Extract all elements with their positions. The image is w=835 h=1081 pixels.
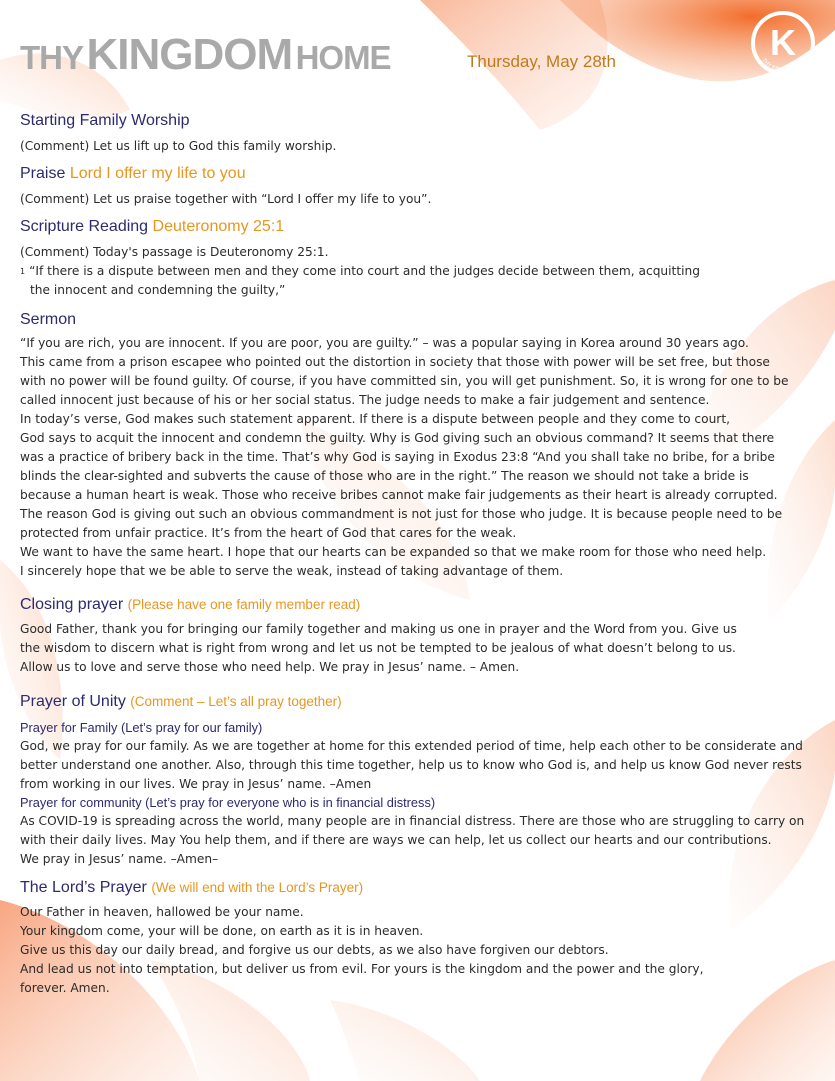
brand-home: HOME [295,39,391,76]
sermon-line: God says to acquit the innocent and condemn the guilty. Why is God giving such an obvious command? It seems that there [20,431,775,445]
unity-heading [20,692,828,712]
sermon-line: In today’s verse, God makes such statement apparent. If there is a dispute between people and they come to court, [20,412,730,426]
sermon-line: because a human heart is weak. Those who receive bribes cannot make fair judgements as their heart is already corrupted. [20,488,778,502]
community-prayer-title: Prayer for community (Let’s pray for everyone who is in financial distress) [20,795,436,810]
worship-date: Thursday, May 28th [467,52,616,71]
section-lords-prayer [20,878,828,998]
sermon-line: with no power will be found guilty. Of course, if you have committed sin, you will get punishment. So, it is wrong for one to be [20,374,789,388]
header [20,30,820,80]
unity-note: (Comment – Let’s all pray together) [130,694,342,709]
praise-heading [20,164,828,184]
praise-song: Lord I offer my life to you [69,165,246,182]
lords-prayer-line: forever. Amen. [20,981,110,995]
sermon-line: We want to have the same heart. I hope that our hearts can be expanded so that we make room for those who need help. [20,545,767,559]
brand-kingdom: KINGDOM [86,30,293,79]
lords-prayer-line: And lead us not into temptation, but deliver us from evil. For yours is the kingdom and the power and the glory, [20,962,704,976]
closing-line: Allow us to love and serve those who need help. We pray in Jesus’ name. – Amen. [20,660,520,674]
opening-comment: (Comment) Let us lift up to God this family worship. [20,139,337,153]
opening-title: Starting Family Worship [20,112,190,129]
scripture-comment: (Comment) Today's passage is Deuteronomy 25:1. [20,245,329,259]
lords-prayer-heading [20,878,828,898]
sermon-line: “If you are rich, you are innocent. If you are poor, you are guilty.” – was a popular saying in Korea around 30 years ago. [20,336,749,350]
family-prayer-line: better understand one another. Also, through this time together, help us to know who God is, and help us know God never rests [20,758,802,772]
community-prayer-line: with their daily lives. May You help them, and if there are ways we can help, let us collect our hearts and our contributions. [20,833,772,847]
closing-note: (Please have one family member read) [127,597,361,612]
section-closing-prayer [20,595,828,677]
sermon-line: was a practice of bribery back in the time. That’s why God is saying in Exodus 23:8 “And you shall take no bribe, for a bribe [20,450,775,464]
closing-title: Closing prayer [20,596,124,613]
logo-letter: K [770,22,796,63]
section-prayer-of-unity [20,692,828,869]
unity-title: Prayer of Unity [20,693,126,710]
closing-body [20,620,828,677]
closing-line: the wisdom to discern what is right from wrong and let us not be tempted to be jealous of what doesn’t belong to us. [20,641,736,655]
section-scripture [20,217,828,300]
section-praise [20,164,828,209]
scripture-reference: Deuteronomy 25:1 [152,218,285,235]
verse-number: 1 [20,267,26,276]
praise-comment: (Comment) Let us praise together with “Lord I offer my life to you”. [20,192,432,206]
lords-prayer-body [20,903,828,998]
thy-kingdom-logo [748,8,818,78]
sermon-line: The reason God is giving out such an obvious commandment is not just for those who judge. It is because people need to be [20,507,783,521]
sermon-title: Sermon [20,311,77,328]
scripture-title: Scripture Reading [20,218,149,235]
brand-title [20,30,391,80]
lords-prayer-line: Your kingdom come, your will be done, on earth as it is in heaven. [20,924,424,938]
lords-prayer-title: The Lord’s Prayer [20,879,147,896]
family-prayer-title: Prayer for Family (Let’s pray for our family) [20,720,263,735]
brand-thy: THY [20,39,83,76]
sermon-line: called innocent just because of his or her social status. The judge needs to make a fair judgement and sentence. [20,393,710,407]
praise-title: Praise [20,165,66,182]
community-prayer-line: As COVID-19 is spreading across the world, many people are in financial distress. There are those who are struggling to carry on [20,814,805,828]
lords-prayer-note: (We will end with the Lord’s Prayer) [151,880,364,895]
section-opening [20,111,828,156]
section-sermon [20,310,828,581]
sermon-line: protected from unfair practice. It’s from the heart of God that cares for the weak. [20,526,517,540]
family-prayer-line: God, we pray for our family. As we are together at home for this extended period of time, help each other to be considerate and [20,739,803,753]
closing-line: Good Father, thank you for bringing our family together and making us one in prayer and the Word from you. Give us [20,622,737,636]
lords-prayer-line: Give us this day our daily bread, and forgive us our debts, as we also have forgiven our debtors. [20,943,609,957]
sermon-line: blinds the clear-sighted and subverts the cause of those who are in the right.” The reason we should not take a bride is [20,469,749,483]
sermon-line: This came from a prison escapee who pointed out the distortion in society that those with power will be set free, but those [20,355,770,369]
scripture-heading [20,217,828,237]
sermon-body [20,334,828,581]
scripture-verse-line-1: $^1$ “If there is a dispute between men and they come into court and the judges decide between them, acquitting [20,264,700,278]
scripture-verse-line-2: the innocent and condemning the guilty,” [30,283,286,297]
family-prayer-line: from working in our lives. We pray in Jesus’ name. –Amen [20,777,372,791]
community-prayer-line: We pray in Jesus’ name. –Amen– [20,852,219,866]
lords-prayer-line: Our Father in heaven, hallowed be your name. [20,905,304,919]
closing-heading [20,595,828,615]
logo-ring-text: THY KINGDOM H [760,57,804,74]
sermon-line: I sincerely hope that we be able to serve the weak, instead of taking advantage of them. [20,564,564,578]
